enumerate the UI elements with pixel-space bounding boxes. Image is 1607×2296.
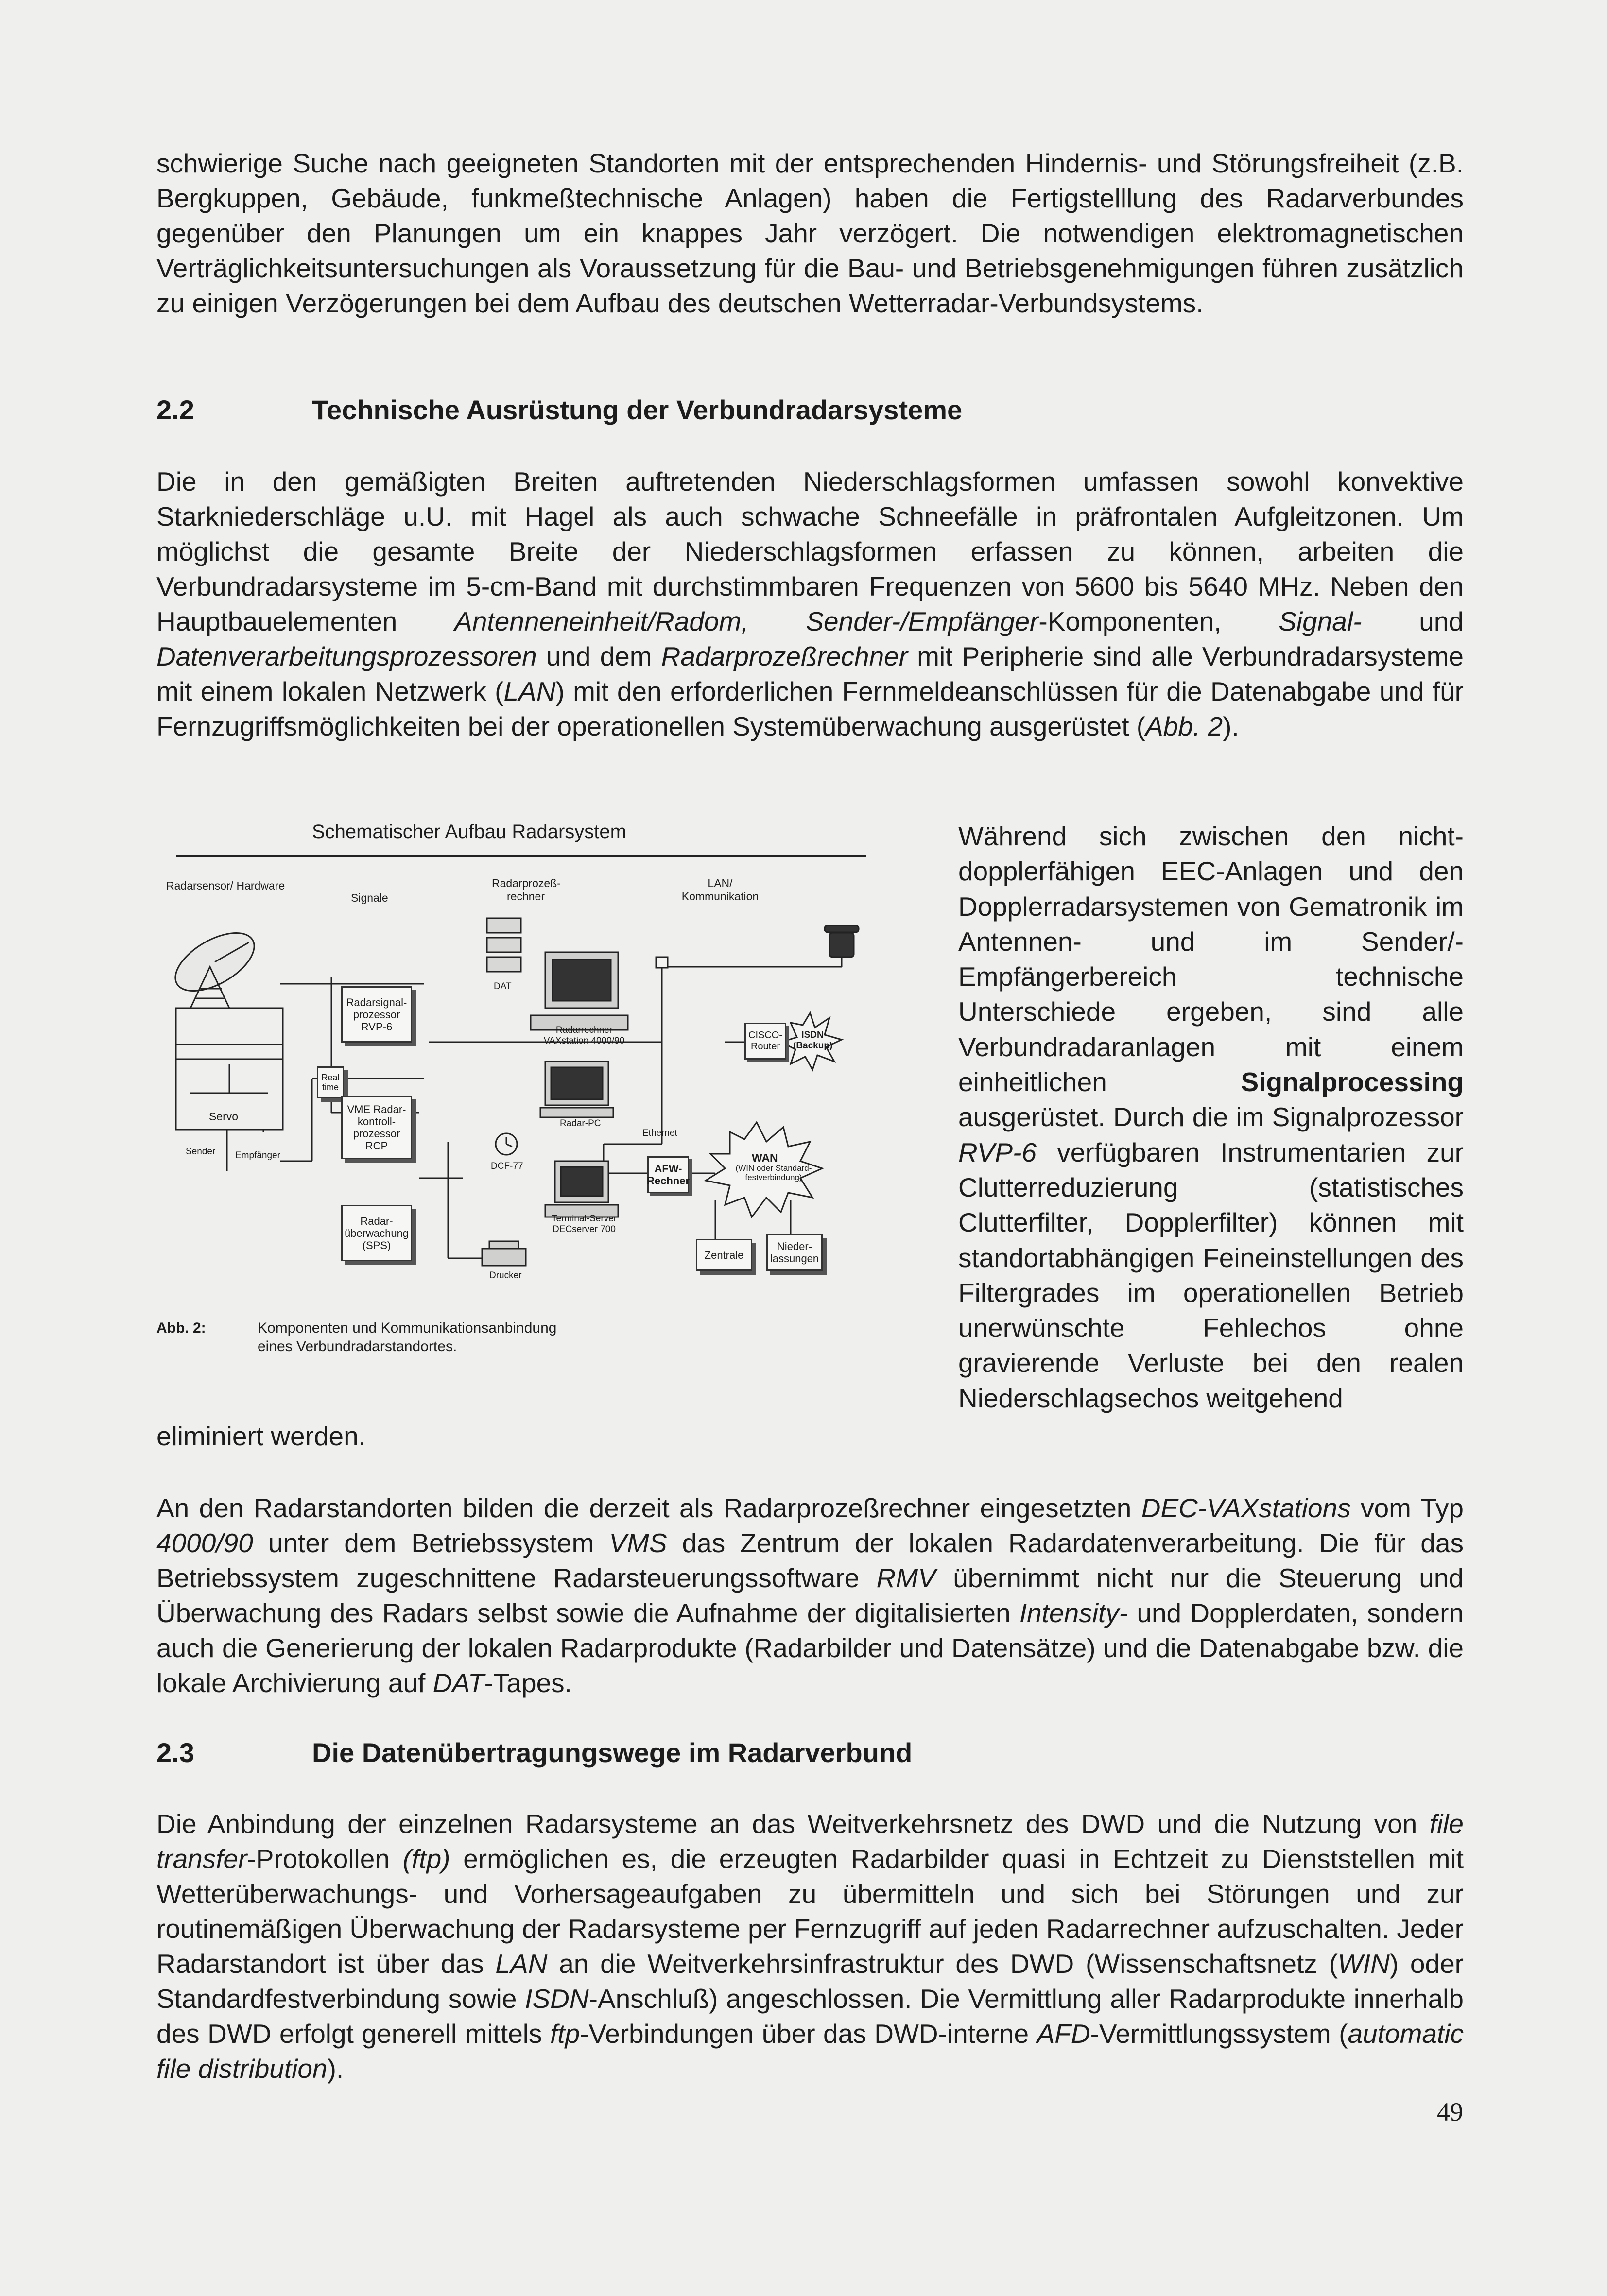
box-label: Radar- überwachung (SPS) (344, 1215, 409, 1251)
text-run: -Komponenten, (1038, 606, 1279, 636)
vaxstation-icon (531, 952, 628, 1030)
dat-drive (487, 957, 521, 972)
eliminiert-text: eliminiert werden. (156, 1421, 366, 1451)
italic-run: Abb. 2 (1145, 711, 1223, 741)
box-label: Radarsignal- prozessor RVP-6 (346, 996, 407, 1033)
box-niederlassungen (766, 1234, 823, 1271)
italic-run: Antenneneinheit/Radom, Sender-/Empfänger (454, 606, 1039, 636)
printer-body (482, 1249, 526, 1266)
italic-run: Radarprozeßrechner (661, 641, 908, 671)
antenna-icon (166, 921, 264, 1008)
heading-2-3 (156, 1735, 912, 1770)
radar-pc-icon (540, 1062, 613, 1117)
italic-run: Signal- (1279, 606, 1362, 636)
italic-run: ISDN (525, 1984, 589, 2014)
italic-run: Datenverarbeitungsprozessoren (156, 641, 537, 671)
text-run: übernimmt nicht nur die Steuerung und Überwachung des Radars selbst sowie die Aufnahme der digitalisierten (156, 1563, 1464, 1628)
caption-line-2: eines Verbundradarstandortes. (258, 1338, 457, 1354)
printer-icon (482, 1241, 526, 1266)
box-label: AFW- Rechner (646, 1163, 690, 1187)
label-dat: DAT (494, 981, 512, 992)
text-run: Die in den gemäßigten Breiten auftretenden Niederschlagsformen umfassen sowohl konvektive Starkniederschläge u.U. mit Hagel als auch schwache Schneefälle in präfrontalen Aufgleitzonen. Um möglichst die gesamte Breite der Niederschlagsformen erfassen zu können, arbeiten die Verbundradarsysteme im 5-cm-Band mit durchstimmbaren Frequenzen von 5600 bis 5640 MHz. Neben den Hauptbauelementen (156, 466, 1464, 636)
box-radarsignalprozessor (341, 986, 412, 1043)
box-radarueberwachung (341, 1205, 412, 1261)
screen (553, 960, 611, 1001)
printer-paper (489, 1241, 518, 1249)
text-run: und dem (536, 641, 661, 671)
text-run: ermöglichen es, die erzeugten Radarbilder quasi in Echtzeit zu Dienststellen mit Wetterüberwachungs- und Vorhersageaufgaben zu übermitteln und sich bei Störungen und zur routinemäßigen Überwachung der Radarsysteme per Fernzugriff auf jeden Radarrechner aufzuschalten. Jeder Radarstandort ist über das (156, 1844, 1464, 1979)
label-servo: Servo (209, 1110, 239, 1123)
box-label: VME Radar- kontroll- prozessor RCP (347, 1103, 406, 1152)
box-label: CISCO- Router (748, 1030, 782, 1052)
figure-title: Schematischer Aufbau Radarsystem (312, 821, 626, 842)
label-sender: Sender (186, 1147, 216, 1157)
text-run: das Zentrum der lokalen Radardatenverarbeitung. Die für das Betriebssystem zugeschnittene Radarsteuerungssoftware (156, 1528, 1464, 1593)
italic-run: VMS (609, 1528, 667, 1558)
label-wan-sub: (WIN oder Standard- festverbindung) (735, 1164, 812, 1182)
keyboard (540, 1108, 613, 1117)
clock-icon (496, 1133, 517, 1155)
caption-label: Abb. 2: (156, 1320, 206, 1336)
box-label: Real time (321, 1073, 340, 1092)
italic-run: DAT (432, 1668, 484, 1698)
heading-title: Technische Ausrüstung der Verbundradarsysteme (312, 394, 963, 425)
label-drucker: Drucker (489, 1270, 522, 1281)
italic-run: DEC-VAXstations (1141, 1493, 1351, 1523)
paragraph-intro-text: schwierige Suche nach geeigneten Standorten mit der entsprechenden Hindernis- und Störungsfreiheit (z.B. Bergkuppen, Gebäude, funkmeßtechnische Anlagen) haben die Fertigstelllung des Radarverbundes gegenüber den Planungen um ein knappes Jahr verzögert. Die notwendigen elektromagnetischen Verträglichkeitsuntersuchungen als Voraussetzung für die Bau- und Betriebsgenehmigungen führen zusätzlich zu einigen Verzögerungen bei dem Aufbau des deutschen Wetterradar-Verbundsystems. (156, 148, 1464, 318)
label-terminal-server: Terminal-Server DECserver 700 (551, 1214, 617, 1234)
italic-run: LAN (495, 1949, 548, 1979)
italic-run: file transfer (156, 1809, 1464, 1874)
heading-number: 2.3 (156, 1737, 194, 1768)
text-run: verfügbaren Instrumentarien zur Clutterreduzierung (statistisches Clutterfilter, Dopplerfilter) können mit standortabhängigen Feineinstellungen des Filtergrades im operationellen Betrieb unerwünschte Fehlechos ohne gravierende Verluste bei den realen Niederschlagsechos weitgehend (958, 1137, 1464, 1413)
label-wan: WAN (752, 1151, 778, 1164)
text-run: vom Typ (1350, 1493, 1464, 1523)
text-run: ). (1223, 711, 1239, 741)
label-radar-pc: Radar-PC (560, 1118, 601, 1129)
phone-handset (825, 925, 859, 932)
text-run: -Verbindungen über das DWD-interne (580, 2019, 1037, 2049)
text-run: An den Radarstandorten bilden die derzeit als Radarprozeßrechner eingesetzten (156, 1493, 1141, 1523)
box-cisco-router (744, 1023, 786, 1060)
terminal-server-icon (545, 1161, 618, 1217)
label-signale: Signale (351, 891, 388, 904)
text-run: Während sich zwischen den nicht-dopplerfähigen EEC-Anlagen und den Dopplerradarsystemen von Gematronik im Antennen- und im Sender/-Empfängerbereich technische Unterschiede ergeben, sind alle Verbundradaranlagen mit einem einheitlichen (958, 821, 1464, 1097)
label-lan-kommunikation: LAN/ Kommunikation (681, 877, 759, 903)
italic-run: ftp (550, 2019, 580, 2049)
italic-run: automatic file distribution (156, 2019, 1464, 2084)
box-afw-rechner (647, 1156, 689, 1193)
text-run: ) oder Standardfestverbindung sowie (156, 1949, 1464, 2014)
telephone-icon (825, 925, 859, 957)
text-run: ausgerüstet. Durch die im Signalprozessor (958, 1102, 1464, 1132)
phone-body (829, 933, 854, 957)
italic-run: WIN (1337, 1949, 1390, 1979)
text-run: -Tapes. (484, 1668, 572, 1698)
italic-run: RMV (876, 1563, 936, 1593)
paragraph-datenuebertragung (156, 1806, 1464, 2086)
paragraph-radarprozessrechner (156, 1491, 1464, 1700)
italic-run: 4000/90 (156, 1528, 253, 1558)
box-zentrale (696, 1239, 752, 1271)
text-run: an die Weitverkehrsinfrastruktur des DWD (Wissenschaftsnetz ( (547, 1949, 1338, 1979)
text-run: ) mit den erforderlichen Fernmeldeanschlüssen für die Datenabgabe und für Fernzugriffsmöglichkeiten bei der operationellen Systemüberwachung ausgerüstet ( (156, 676, 1464, 741)
italic-run: (ftp) (402, 1844, 450, 1874)
box-real-time (317, 1066, 344, 1098)
text-run: mit Peripherie sind alle Verbundradarsysteme mit einem lokalen Netzwerk ( (156, 641, 1464, 706)
diagram-wiring (156, 821, 934, 1370)
page-number: 49 (1437, 2097, 1463, 2126)
ethernet-terminator (656, 957, 668, 968)
text-run: -Anschluß) angeschlossen. Die Vermittlung aller Radarprodukte innerhalb des DWD erfolgt generell mittels (156, 1984, 1464, 2049)
text-run: ). (327, 2054, 344, 2084)
label-dcf-77: DCF-77 (491, 1161, 523, 1171)
label-radarprozessrechner: Radarprozeß- rechner (492, 877, 561, 903)
label-vaxstation: Radarrechner VAXstation 4000/90 (543, 1025, 625, 1046)
text-run: und (1362, 606, 1464, 636)
figure-radar-system (156, 821, 934, 1370)
paragraph-eliminiert (156, 1419, 885, 1454)
label-ethernet: Ethernet (642, 1128, 677, 1138)
label-empfaenger: Empfänger (235, 1150, 280, 1161)
figure-caption (156, 1319, 556, 1356)
heading-2-2 (156, 393, 962, 428)
text-run: und Dopplerdaten, sondern auch die Generierung der lokalen Radarprodukte (Radarbilder und Datensätze) und die Datenabgabe bzw. die lokale Archivierung auf (156, 1598, 1464, 1698)
box-label: Zentrale (704, 1249, 744, 1261)
text-run: unter dem Betriebssystem (253, 1528, 609, 1558)
label-isdn: ISDN (Backup) (793, 1030, 833, 1051)
text-run: Die Anbindung der einzelnen Radarsysteme an das Weitverkehrsnetz des DWD und die Nutzung von (156, 1809, 1430, 1839)
paragraph-equipment (156, 464, 1464, 744)
text-run: -Vermittlungssystem ( (1090, 2019, 1348, 2049)
dat-drives-icon (487, 918, 521, 972)
italic-run: AFD (1037, 2019, 1090, 2049)
screen (561, 1167, 603, 1196)
italic-run: LAN (503, 676, 556, 706)
bold-run: Signalprocessing (1241, 1067, 1464, 1097)
dat-drive (487, 918, 521, 933)
dat-drive (487, 938, 521, 952)
heading-number: 2.2 (156, 394, 194, 425)
screen (551, 1067, 603, 1099)
paragraph-signalprocessing (958, 819, 1464, 1416)
heading-title: Die Datenübertragungswege im Radarverbund (312, 1737, 913, 1768)
box-label: Nieder- lassungen (770, 1240, 819, 1265)
text-run: -Protokollen (247, 1844, 403, 1874)
italic-run: RVP-6 (958, 1137, 1037, 1167)
label-radarsensor: Radarsensor/ Hardware (166, 879, 285, 892)
paragraph-intro (156, 146, 1464, 321)
box-vme-radarkontrollprozessor (341, 1096, 412, 1159)
italic-run: Intensity- (1019, 1598, 1128, 1628)
caption-line-1: Komponenten und Kommunikationsanbindung (258, 1320, 557, 1336)
